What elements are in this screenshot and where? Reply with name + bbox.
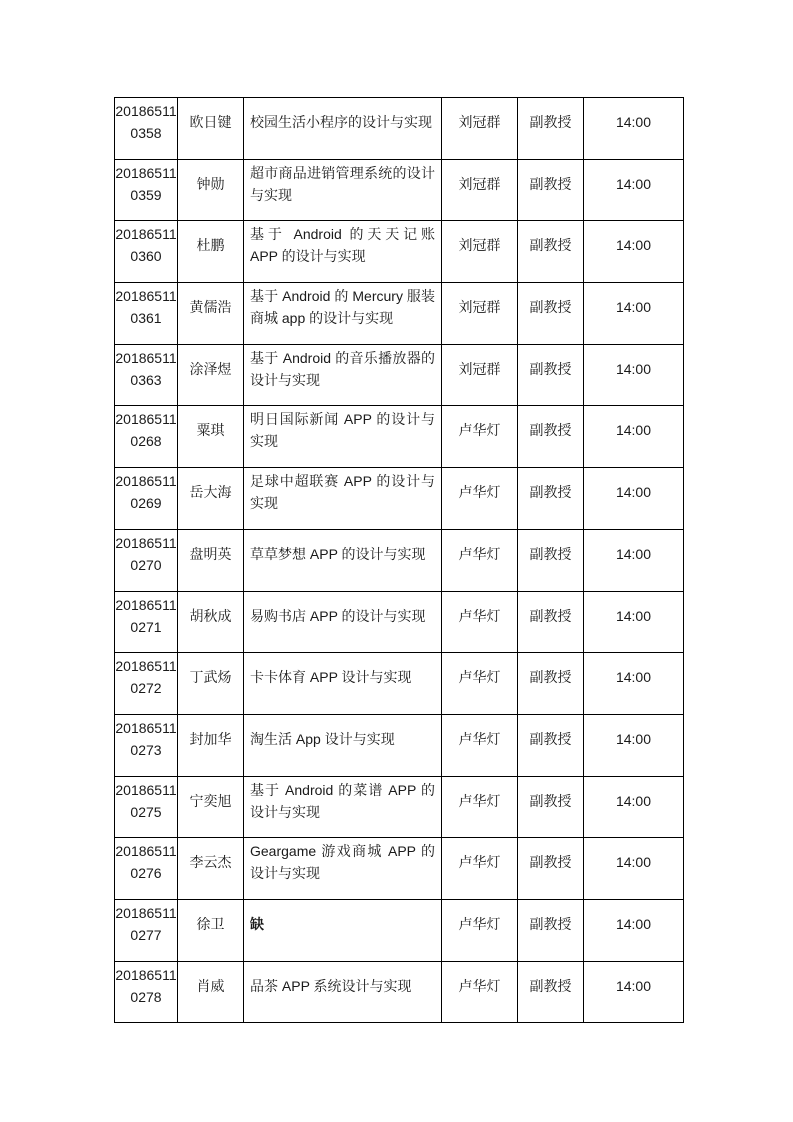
student-name: 杜鹏 — [196, 237, 225, 254]
student-id-cell — [115, 344, 178, 406]
student-id-cell — [115, 838, 178, 900]
advisor-name: 刘冠群 — [458, 360, 501, 377]
advisor-name: 卢华灯 — [458, 977, 501, 994]
student-id-cell — [115, 961, 178, 1023]
defense-time: 14:00 — [615, 792, 652, 809]
thesis-title: 缺 — [250, 915, 264, 932]
table-row — [115, 406, 684, 468]
student-id-line1: 20186511 — [115, 349, 177, 366]
advisor-name: 刘冠群 — [458, 175, 501, 192]
table-row — [115, 591, 684, 653]
advisor-name: 刘冠群 — [458, 237, 501, 254]
advisor-name: 卢华灯 — [458, 915, 501, 932]
advisor-name: 卢华灯 — [458, 792, 501, 809]
thesis-title-cell — [244, 344, 442, 406]
thesis-title-cell — [244, 283, 442, 345]
student-id-line1: 20186511 — [115, 226, 177, 243]
student-name: 徐卫 — [196, 915, 225, 932]
student-id-line2: 0360 — [130, 248, 162, 265]
thesis-title: 草草梦想 APP 的设计与实现 — [250, 545, 426, 562]
thesis-title: 基于 Android 的菜谱 APP 的设计与实现 — [250, 781, 435, 820]
student-id-cell — [115, 714, 178, 776]
student-id-cell — [115, 591, 178, 653]
advisor-cell — [442, 221, 518, 283]
thesis-title: 淘生活 App 设计与实现 — [250, 730, 395, 747]
defense-schedule-table — [114, 97, 684, 1023]
advisor-rank-cell — [518, 406, 584, 468]
thesis-title: 品茶 APP 系统设计与实现 — [250, 977, 412, 994]
student-id-line2: 0358 — [130, 125, 162, 141]
advisor-rank-cell — [518, 714, 584, 776]
student-id-line1: 20186511 — [115, 904, 177, 921]
thesis-title: 明日国际新闻 APP 的设计与实现 — [250, 411, 435, 450]
defense-time-cell — [584, 714, 684, 776]
advisor-rank: 副教授 — [529, 792, 572, 809]
student-id-line1: 20186511 — [115, 843, 177, 860]
student-name-cell — [178, 776, 244, 838]
student-id-cell — [115, 98, 178, 160]
thesis-title: 足球中超联赛 APP 的设计与实现 — [250, 473, 435, 512]
defense-time: 14:00 — [615, 545, 652, 562]
thesis-title: 易购书店 APP 的设计与实现 — [250, 607, 426, 624]
thesis-title-cell — [244, 98, 442, 160]
advisor-cell — [442, 529, 518, 591]
advisor-rank: 副教授 — [529, 422, 572, 439]
thesis-title-cell — [244, 406, 442, 468]
defense-time: 14:00 — [615, 175, 652, 192]
advisor-rank: 副教授 — [529, 977, 572, 994]
student-id-cell — [115, 653, 178, 715]
student-name: 涂泽煜 — [189, 360, 232, 377]
student-name: 肖威 — [196, 977, 225, 994]
defense-time: 14:00 — [615, 299, 652, 316]
advisor-rank-cell — [518, 838, 584, 900]
defense-time-cell — [584, 98, 684, 160]
student-name-cell — [178, 283, 244, 345]
advisor-name: 卢华灯 — [458, 607, 501, 624]
advisor-name: 刘冠群 — [458, 114, 501, 130]
thesis-title: 校园生活小程序的设计与实现 — [250, 114, 432, 130]
student-id-cell — [115, 468, 178, 530]
schedule-table-body — [115, 98, 684, 1023]
defense-time-cell — [584, 899, 684, 961]
advisor-rank: 副教授 — [529, 545, 572, 562]
thesis-title: 卡卡体育 APP 设计与实现 — [250, 669, 412, 686]
advisor-rank-cell — [518, 899, 584, 961]
student-id-line2: 0277 — [130, 926, 162, 943]
defense-time-cell — [584, 468, 684, 530]
defense-time: 14:00 — [615, 237, 652, 254]
thesis-title: 超市商品进销管理系统的设计与实现 — [250, 164, 435, 203]
advisor-cell — [442, 961, 518, 1023]
advisor-cell — [442, 776, 518, 838]
thesis-title-cell — [244, 653, 442, 715]
thesis-title: Geargame 游戏商城 APP 的设计与实现 — [250, 843, 435, 882]
advisor-name: 卢华灯 — [458, 422, 501, 439]
defense-time-cell — [584, 221, 684, 283]
defense-time-cell — [584, 283, 684, 345]
defense-time-cell — [584, 776, 684, 838]
advisor-name: 卢华灯 — [458, 854, 501, 871]
advisor-rank-cell — [518, 529, 584, 591]
advisor-rank-cell — [518, 468, 584, 530]
advisor-rank: 副教授 — [529, 669, 572, 686]
table-row — [115, 714, 684, 776]
advisor-cell — [442, 468, 518, 530]
advisor-rank: 副教授 — [529, 607, 572, 624]
advisor-rank-cell — [518, 159, 584, 221]
student-id-cell — [115, 406, 178, 468]
advisor-rank-cell — [518, 591, 584, 653]
table-row — [115, 468, 684, 530]
student-id-line1: 20186511 — [115, 103, 177, 119]
student-id-cell — [115, 159, 178, 221]
defense-time-cell — [584, 591, 684, 653]
advisor-rank: 副教授 — [529, 360, 572, 377]
student-name-cell — [178, 961, 244, 1023]
table-row — [115, 283, 684, 345]
thesis-title-cell — [244, 591, 442, 653]
advisor-cell — [442, 714, 518, 776]
student-name: 钟勋 — [196, 175, 225, 192]
advisor-rank: 副教授 — [529, 175, 572, 192]
student-id-line1: 20186511 — [115, 658, 177, 675]
student-id-line2: 0275 — [130, 803, 162, 820]
student-name-cell — [178, 468, 244, 530]
student-name: 丁武炀 — [189, 669, 232, 686]
thesis-title-cell — [244, 468, 442, 530]
student-name-cell — [178, 714, 244, 776]
advisor-rank-cell — [518, 653, 584, 715]
advisor-rank-cell — [518, 98, 584, 160]
student-id-line1: 20186511 — [115, 473, 177, 490]
advisor-name: 卢华灯 — [458, 669, 501, 686]
advisor-name: 卢华灯 — [458, 484, 501, 501]
student-name-cell — [178, 98, 244, 160]
advisor-rank-cell — [518, 221, 584, 283]
student-name: 盘明英 — [189, 545, 232, 562]
student-id-line2: 0361 — [130, 310, 162, 327]
defense-time: 14:00 — [615, 669, 652, 686]
advisor-rank-cell — [518, 776, 584, 838]
student-id-line1: 20186511 — [115, 596, 177, 613]
student-name-cell — [178, 899, 244, 961]
table-row — [115, 98, 684, 160]
student-name: 岳大海 — [189, 484, 232, 501]
student-name: 宁奕旭 — [189, 792, 232, 809]
thesis-title-cell — [244, 776, 442, 838]
student-id-line2: 0272 — [130, 680, 162, 697]
advisor-rank: 副教授 — [529, 114, 572, 130]
advisor-cell — [442, 591, 518, 653]
student-id-cell — [115, 899, 178, 961]
table-row — [115, 776, 684, 838]
advisor-cell — [442, 159, 518, 221]
thesis-title-cell — [244, 838, 442, 900]
student-id-cell — [115, 221, 178, 283]
student-name-cell — [178, 838, 244, 900]
student-name-cell — [178, 591, 244, 653]
student-id-cell — [115, 283, 178, 345]
advisor-rank-cell — [518, 961, 584, 1023]
defense-time-cell — [584, 961, 684, 1023]
student-id-cell — [115, 529, 178, 591]
student-id-line2: 0363 — [130, 371, 162, 388]
student-name-cell — [178, 529, 244, 591]
table-row — [115, 159, 684, 221]
thesis-title-cell — [244, 899, 442, 961]
defense-time-cell — [584, 159, 684, 221]
advisor-rank: 副教授 — [529, 484, 572, 501]
advisor-cell — [442, 653, 518, 715]
student-name: 粟琪 — [196, 422, 225, 439]
advisor-rank: 副教授 — [529, 854, 572, 871]
table-row — [115, 221, 684, 283]
thesis-title: 基于 Android 的音乐播放器的设计与实现 — [250, 349, 435, 388]
student-name-cell — [178, 159, 244, 221]
student-id-line2: 0278 — [130, 988, 162, 1005]
advisor-cell — [442, 838, 518, 900]
student-id-line1: 20186511 — [115, 164, 177, 181]
advisor-cell — [442, 344, 518, 406]
advisor-name: 刘冠群 — [458, 299, 501, 316]
advisor-name: 卢华灯 — [458, 730, 501, 747]
advisor-rank: 副教授 — [529, 730, 572, 747]
advisor-cell — [442, 98, 518, 160]
defense-time: 14:00 — [615, 607, 652, 624]
table-row — [115, 653, 684, 715]
defense-time: 14:00 — [615, 730, 652, 747]
student-id-line1: 20186511 — [115, 719, 177, 736]
student-id-cell — [115, 776, 178, 838]
student-name: 胡秋成 — [189, 607, 232, 624]
defense-time: 14:00 — [615, 854, 652, 871]
student-name: 封加华 — [189, 730, 232, 747]
student-id-line1: 20186511 — [115, 288, 177, 305]
student-id-line2: 0271 — [130, 618, 162, 635]
student-id-line1: 20186511 — [115, 411, 177, 428]
defense-time: 14:00 — [615, 422, 652, 439]
student-id-line2: 0270 — [130, 556, 162, 573]
student-id-line1: 20186511 — [115, 534, 177, 551]
advisor-rank: 副教授 — [529, 915, 572, 932]
thesis-title-cell — [244, 159, 442, 221]
student-id-line1: 20186511 — [115, 781, 177, 798]
thesis-title-cell — [244, 961, 442, 1023]
thesis-title-cell — [244, 221, 442, 283]
student-id-line2: 0276 — [130, 865, 162, 882]
advisor-cell — [442, 899, 518, 961]
table-row — [115, 838, 684, 900]
student-name: 李云杰 — [189, 854, 232, 871]
advisor-cell — [442, 406, 518, 468]
student-name-cell — [178, 653, 244, 715]
table-row — [115, 529, 684, 591]
student-id-line2: 0273 — [130, 741, 162, 758]
defense-time: 14:00 — [615, 360, 652, 377]
student-name-cell — [178, 406, 244, 468]
advisor-name: 卢华灯 — [458, 545, 501, 562]
advisor-cell — [442, 283, 518, 345]
table-row — [115, 899, 684, 961]
thesis-title-cell — [244, 529, 442, 591]
student-name: 黄儒浩 — [189, 299, 232, 316]
defense-time: 14:00 — [615, 484, 652, 501]
student-name: 欧日键 — [189, 114, 232, 130]
advisor-rank: 副教授 — [529, 237, 572, 254]
student-id-line1: 20186511 — [115, 966, 177, 983]
defense-time-cell — [584, 406, 684, 468]
thesis-title: 基于 Android 的天天记账 APP 的设计与实现 — [250, 226, 435, 265]
advisor-rank-cell — [518, 283, 584, 345]
defense-time-cell — [584, 838, 684, 900]
table-row — [115, 961, 684, 1023]
defense-time: 14:00 — [615, 977, 652, 994]
student-name-cell — [178, 221, 244, 283]
defense-time-cell — [584, 653, 684, 715]
defense-time-cell — [584, 529, 684, 591]
student-id-line2: 0269 — [130, 495, 162, 512]
defense-time-cell — [584, 344, 684, 406]
advisor-rank-cell — [518, 344, 584, 406]
student-id-line2: 0268 — [130, 433, 162, 450]
table-row — [115, 344, 684, 406]
defense-time: 14:00 — [615, 915, 652, 932]
thesis-title: 基于 Android 的 Mercury 服装商城 app 的设计与实现 — [250, 288, 435, 327]
student-id-line2: 0359 — [130, 186, 162, 203]
student-name-cell — [178, 344, 244, 406]
thesis-title-cell — [244, 714, 442, 776]
advisor-rank: 副教授 — [529, 299, 572, 316]
defense-time: 14:00 — [615, 114, 652, 130]
